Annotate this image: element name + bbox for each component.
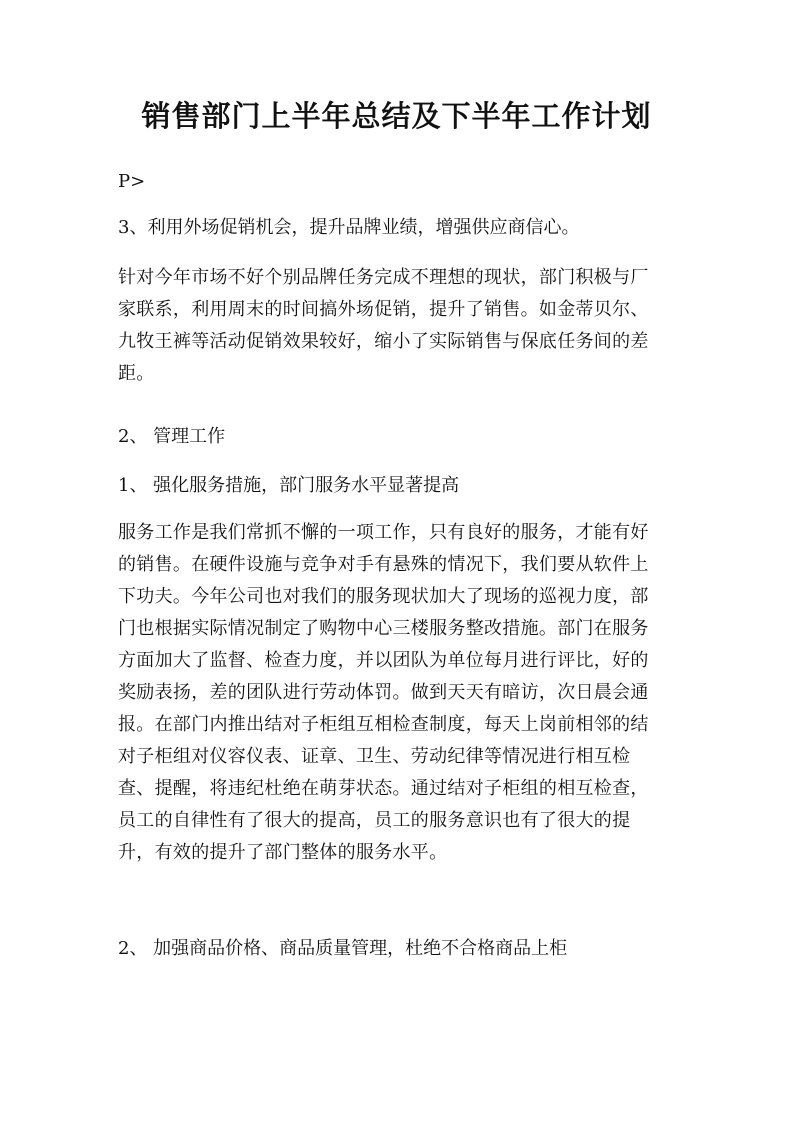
paragraph-line: 服务工作是我们常抓不懈的一项工作，只有良好的服务，才能有好 — [118, 522, 649, 543]
subsection1-heading: 1、 强化服务措施，部门服务水平显著提高 — [118, 475, 460, 496]
paragraph-external-promotion — [118, 262, 684, 390]
paragraph-line: 距。 — [118, 363, 155, 384]
paragraph-line: 下功夫。今年公司也对我们的服务现状加大了现场的巡视力度，部 — [118, 586, 649, 607]
section2-heading: 2、 管理工作 — [118, 426, 226, 447]
subsection2-heading: 2、 加强商品价格、商品质量管理，杜绝不合格商品上柜 — [118, 938, 568, 959]
paragraph-line: 方面加大了监督、检查力度，并以团队为单位每月进行评比，好的 — [118, 650, 649, 671]
paragraph-service-work — [118, 517, 684, 869]
page-marker: P> — [118, 171, 146, 192]
paragraph-line: 针对今年市场不好个别品牌任务完成不理想的现状，部门积极与厂 — [118, 267, 649, 288]
item3-heading: 3、利用外场促销机会，提升品牌业绩，增强供应商信心。 — [118, 217, 580, 238]
paragraph-line: 查、提醒，将违纪杜绝在萌芽状态。通过结对子柜组的相互检查， — [118, 778, 649, 799]
paragraph-line: 报。在部门内推出结对子柜组互相检查制度，每天上岗前相邻的结 — [118, 714, 649, 735]
paragraph-line: 家联系，利用周末的时间搞外场促销，提升了销售。如金蒂贝尔、 — [118, 299, 649, 320]
paragraph-line: 奖励表扬，差的团队进行劳动体罚。做到天天有暗访，次日晨会通 — [118, 682, 649, 703]
paragraph-line: 升，有效的提升了部门整体的服务水平。 — [118, 842, 448, 863]
paragraph-line: 员工的自律性有了很大的提高，员工的服务意识也有了很大的提 — [118, 810, 631, 831]
document-title: 销售部门上半年总结及下半年工作计划 — [141, 99, 652, 133]
paragraph-line: 门也根据实际情况制定了购物中心三楼服务整改措施。部门在服务 — [118, 618, 649, 639]
paragraph-line: 对子柜组对仪容仪表、证章、卫生、劳动纪律等情况进行相互检 — [118, 746, 631, 767]
paragraph-line: 的销售。在硬件设施与竞争对手有悬殊的情况下，我们要从软件上 — [118, 554, 649, 575]
paragraph-line: 九牧王裤等活动促销效果较好，缩小了实际销售与保底任务间的差 — [118, 331, 649, 352]
